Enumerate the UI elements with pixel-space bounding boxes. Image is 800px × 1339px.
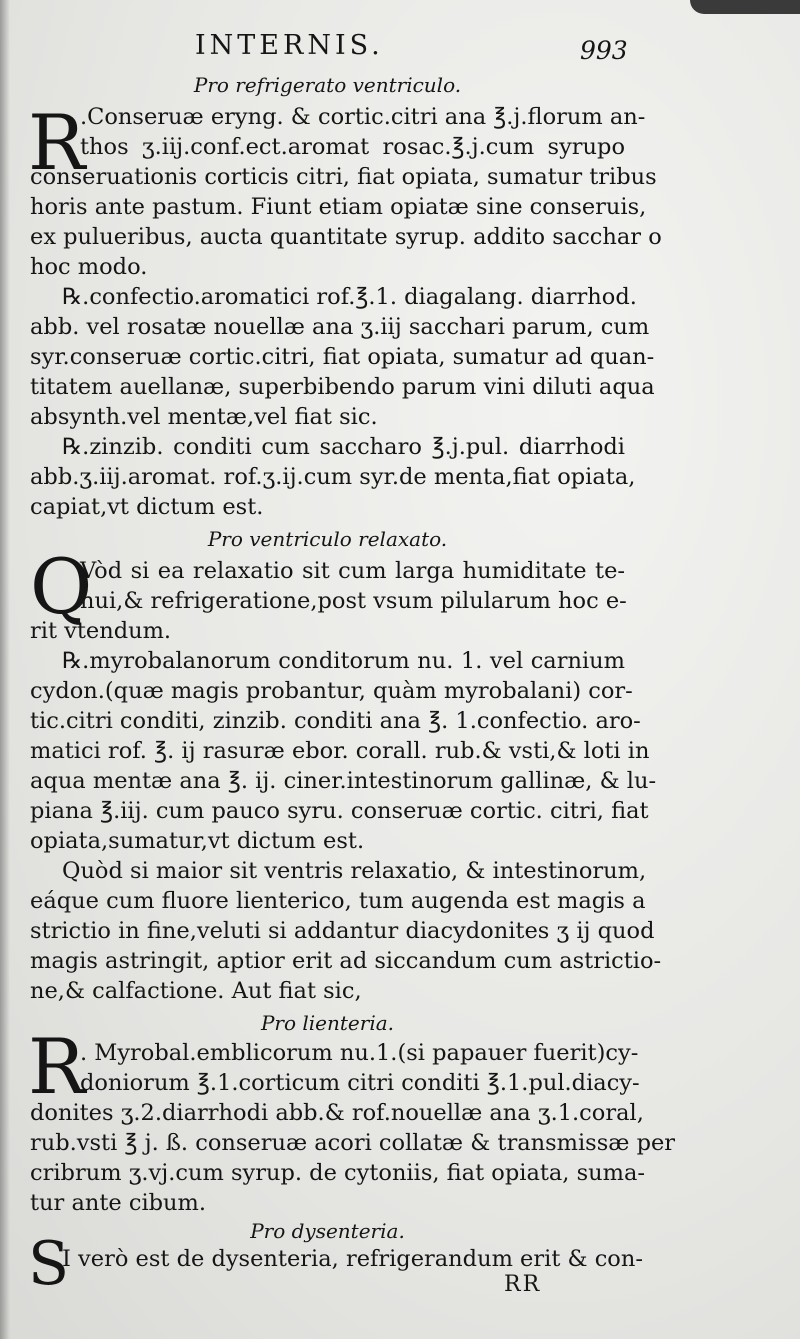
text-line: cydon.(quæ magis probantur, quàm myrobalani) cor- [30, 678, 633, 704]
text-line: capiat,vt dictum est. [30, 494, 264, 520]
text-line: ℞.zinzib. conditi cum saccharo ℥.j.pul. diarrhodi [62, 434, 625, 460]
running-head: INTERNIS. [195, 30, 384, 61]
corner-damage [690, 0, 800, 14]
text-line: Quòd si maior sit ventris relaxatio, & intestinorum, [62, 858, 647, 884]
text-line: syr.conseruæ cortic.citri, fiat opiata, sumatur ad quan- [30, 344, 655, 370]
catchword: RR [504, 1272, 542, 1297]
text-line: eáque cum fluore lienterico, tum augenda est magis a [30, 888, 646, 914]
text-line: rub.vsti ℥ j. ß. conseruæ acori collatæ & transmissæ per [30, 1130, 676, 1156]
section-heading: Pro ventriculo relaxato. [207, 527, 448, 551]
text-line: abb. vel rosatæ nouellæ ana ʒ.iij sacchari parum, cum [30, 314, 650, 340]
text-line: piana ℥.iij. cum pauco syru. conseruæ cortic. citri, fiat [30, 798, 649, 824]
text-line: Vòd si ea relaxatio sit cum larga humiditate te- [80, 558, 625, 584]
text-line: matici rof. ℥. ij rasuræ ebor. corall. rub.& vsti,& loti in [30, 738, 650, 764]
text-line: hoc modo. [30, 254, 148, 280]
drop-cap-q: Q [30, 542, 93, 631]
drop-cap-r: R [28, 98, 86, 187]
text-line: ℞.myrobalanorum conditorum nu. 1. vel carnium [62, 648, 625, 674]
text-line: thos ʒ.iij.conf.ect.aromat rosac.℥.j.cum syrupo [80, 134, 625, 160]
text-line: ex pulueribus, aucta quantitate syrup. addito sacchar o [30, 224, 662, 250]
text-line: strictio in fine,veluti si addantur diacydonites ʒ ij quod [30, 918, 655, 944]
drop-cap-r: R [28, 1022, 86, 1111]
text-line: magis astringit, aptior erit ad siccandum cum astrictio- [30, 948, 662, 974]
section-heading: Pro dysenteria. [250, 1219, 405, 1243]
text-line: doniorum ℥.1.corticum citri conditi ℥.1.pul.diacy- [80, 1070, 640, 1096]
text-line: cribrum ʒ.vj.cum syrup. de cytoniis, fiat opiata, suma- [30, 1160, 646, 1186]
text-line: rit vtendum. [30, 618, 172, 644]
section-heading: Pro lienteria. [260, 1011, 395, 1035]
text-line: titatem auellanæ, superbibendo parum vini diluti aqua [30, 374, 655, 400]
text-line: horis ante pastum. Fiunt etiam opiatæ sine conseruis, [30, 194, 647, 220]
text-line: .Conseruæ eryng. & cortic.citri ana ℥.j.florum an- [80, 104, 646, 130]
text-line: donites ʒ.2.diarrhodi abb.& rof.nouellæ ana ʒ.1.coral, [30, 1100, 644, 1126]
text-line: ℞.confectio.aromatici rof.℥.1. diagalang. diarrhod. [62, 284, 637, 310]
page-number: 993 [580, 36, 628, 65]
text-line: aqua mentæ ana ℥. ij. ciner.intestinorum gallinæ, & lu- [30, 768, 657, 794]
section-heading: Pro refrigerato ventriculo. [193, 73, 462, 97]
text-line: opiata,sumatur,vt dictum est. [30, 828, 365, 854]
text-line: conseruationis corticis citri, fiat opiata, sumatur tribus [30, 164, 657, 190]
text-line: absynth.vel mentæ,vel fiat sic. [30, 404, 378, 430]
text-line: nui,& refrigeratione,post vsum pilularum hoc e- [80, 588, 627, 614]
text-line: ne,& calfactione. Aut fiat sic, [30, 978, 362, 1004]
drop-cap-s: S [28, 1229, 70, 1299]
text-line: abb.ʒ.iij.aromat. rof.ʒ.ij.cum syr.de menta,fiat opiata, [30, 464, 636, 490]
text-line: tur ante cibum. [30, 1190, 207, 1216]
text-line: I verò est de dysenteria, refrigerandum erit & con- [62, 1246, 643, 1272]
text-line: . Myrobal.emblicorum nu.1.(si papauer fuerit)cy- [80, 1040, 639, 1066]
page-gutter-shadow [0, 0, 10, 1339]
text-line: tic.citri conditi, zinzib. conditi ana ℥. 1.confectio. aro- [30, 708, 641, 734]
